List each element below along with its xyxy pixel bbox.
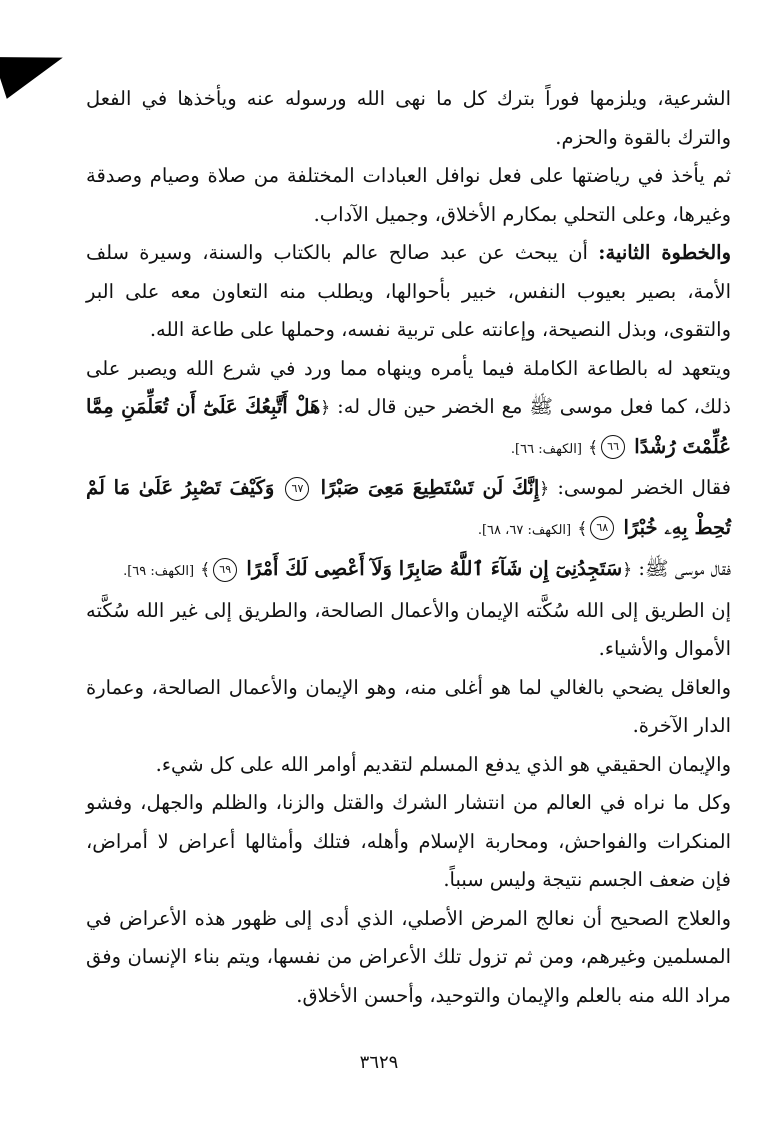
ayah-number: ٦٨ [590, 516, 614, 540]
quran-verse: إِنَّكَ لَن تَسْتَطِيعَ مَعِىَ صَبْرًا [320, 476, 540, 499]
paragraph [86, 592, 731, 669]
ayah-number: ٦٩ [213, 558, 237, 582]
paragraph [86, 900, 731, 1016]
paragraph [86, 469, 731, 550]
ayah-number: ٦٧ [285, 477, 309, 501]
verse-reference: [الكهف: ٦٦]. [510, 441, 582, 457]
quran-close-bracket: ﴾ [200, 560, 211, 580]
paragraph [86, 746, 731, 785]
page-body [86, 80, 731, 1015]
paragraph-text: إن الطريق إلى الله سُكَّته الإيمان والأعمال الصالحة، والطريق إلى غير الله سُكَّته الأموال والأشياء. [86, 598, 731, 660]
paragraph-text: فقال الخضر لموسى: [549, 476, 731, 499]
paragraph [86, 550, 731, 592]
paragraph-text: ويتعهد له بالطاعة الكاملة فيما يأمره وينهاه مما ورد في شرع الله ويصبر على ذلك، كما فعل موسى ﷺ مع الخضر حين قال له: [86, 356, 731, 418]
paragraph-text: فقال موسى ﷺ: [632, 557, 731, 580]
paragraph-text: والعلاج الصحيح أن نعالج المرض الأصلي، الذي أدى إلى ظهور هذه الأعراض في المسلمين وغيرهم، ومن ثم تزول تلك الأعراض من نفسها، ويتم بناء الإنسان وفق مراد الله منه بالعلم والإيمان والتوحيد، وأحسن الأخلاق. [86, 906, 731, 1007]
paragraph [86, 157, 731, 234]
quran-verse: وَكَيْفَ تَصْبِرُ عَلَىٰ مَا لَمْ تُحِطْ بِهِۦ خُبْرًا [86, 476, 731, 539]
paragraph-text: والعاقل يضحي بالغالي لما هو أغلى منه، وهو الإيمان والأعمال الصالحة، وعمارة الدار الآخرة. [86, 675, 731, 737]
paragraph-text: والإيمان الحقيقي هو الذي يدفع المسلم لتقديم أوامر الله على كل شيء. [155, 752, 731, 776]
paragraph-text: وكل ما نراه في العالم من انتشار الشرك والقتل والزنا، والظلم والجهل، وفشو المنكرات والفواحش، ومحاربة الإسلام وأهله، فتلك وأمثالها أعراض لا أمراض، فإن ضعف الجسم نتيجة وليس سبباً. [86, 791, 731, 891]
paragraph-text: أن يبحث عن عبد صالح عالم بالكتاب والسنة، وسيرة سلف الأمة، بصير بعيوب النفس، خبير بأحوالها، ويطلب منه التعاون معه على البر والتقوى، وبذل النصيحة، وإعانته على تربية نفسه، وحملها على طاعة الله. [86, 241, 731, 341]
paragraph [86, 80, 731, 157]
verse-reference: [الكهف: ٦٧، ٦٨]. [477, 522, 572, 538]
paragraph [86, 784, 731, 900]
quran-open-bracket: ﴿ [622, 560, 633, 580]
quran-close-bracket: ﴾ [588, 437, 599, 458]
quran-verse: هَلْ أَتَّبِعُكَ عَلَىٰٓ أَن تُعَلِّمَنِ مِمَّا عُلِّمْتَ رُشْدًا [86, 395, 731, 458]
quran-verse: سَتَجِدُنِىٓ إِن شَآءَ ٱللَّهُ صَابِرًا وَلَآ أَعْصِى لَكَ أَمْرًا [246, 557, 623, 580]
step-heading: والخطوة الثانية: [598, 241, 731, 264]
quran-close-bracket: ﴾ [577, 518, 588, 539]
paragraph [86, 234, 731, 350]
paragraph [86, 350, 731, 470]
page-number: ٣٦٢٩ [359, 1052, 399, 1073]
quran-open-bracket: ﴿ [539, 479, 550, 499]
page-corner-marker [0, 37, 70, 99]
paragraph-text: الشرعية، ويلزمها فوراً بترك كل ما نهى الله ورسوله عنه ويأخذها في الفعل والترك بالقوة والحزم. [86, 87, 731, 149]
quran-open-bracket: ﴿ [320, 398, 331, 418]
ayah-number: ٦٦ [601, 435, 625, 459]
paragraph-text: ثم يأخذ في رياضتها على فعل نوافل العبادات المختلفة من صلاة وصيام وصدقة وغيرها، وعلى التحلي بمكارم الأخلاق، وجميل الآداب. [86, 164, 731, 226]
paragraph [86, 669, 731, 746]
verse-reference: [الكهف: ٦٩]. [123, 564, 195, 579]
